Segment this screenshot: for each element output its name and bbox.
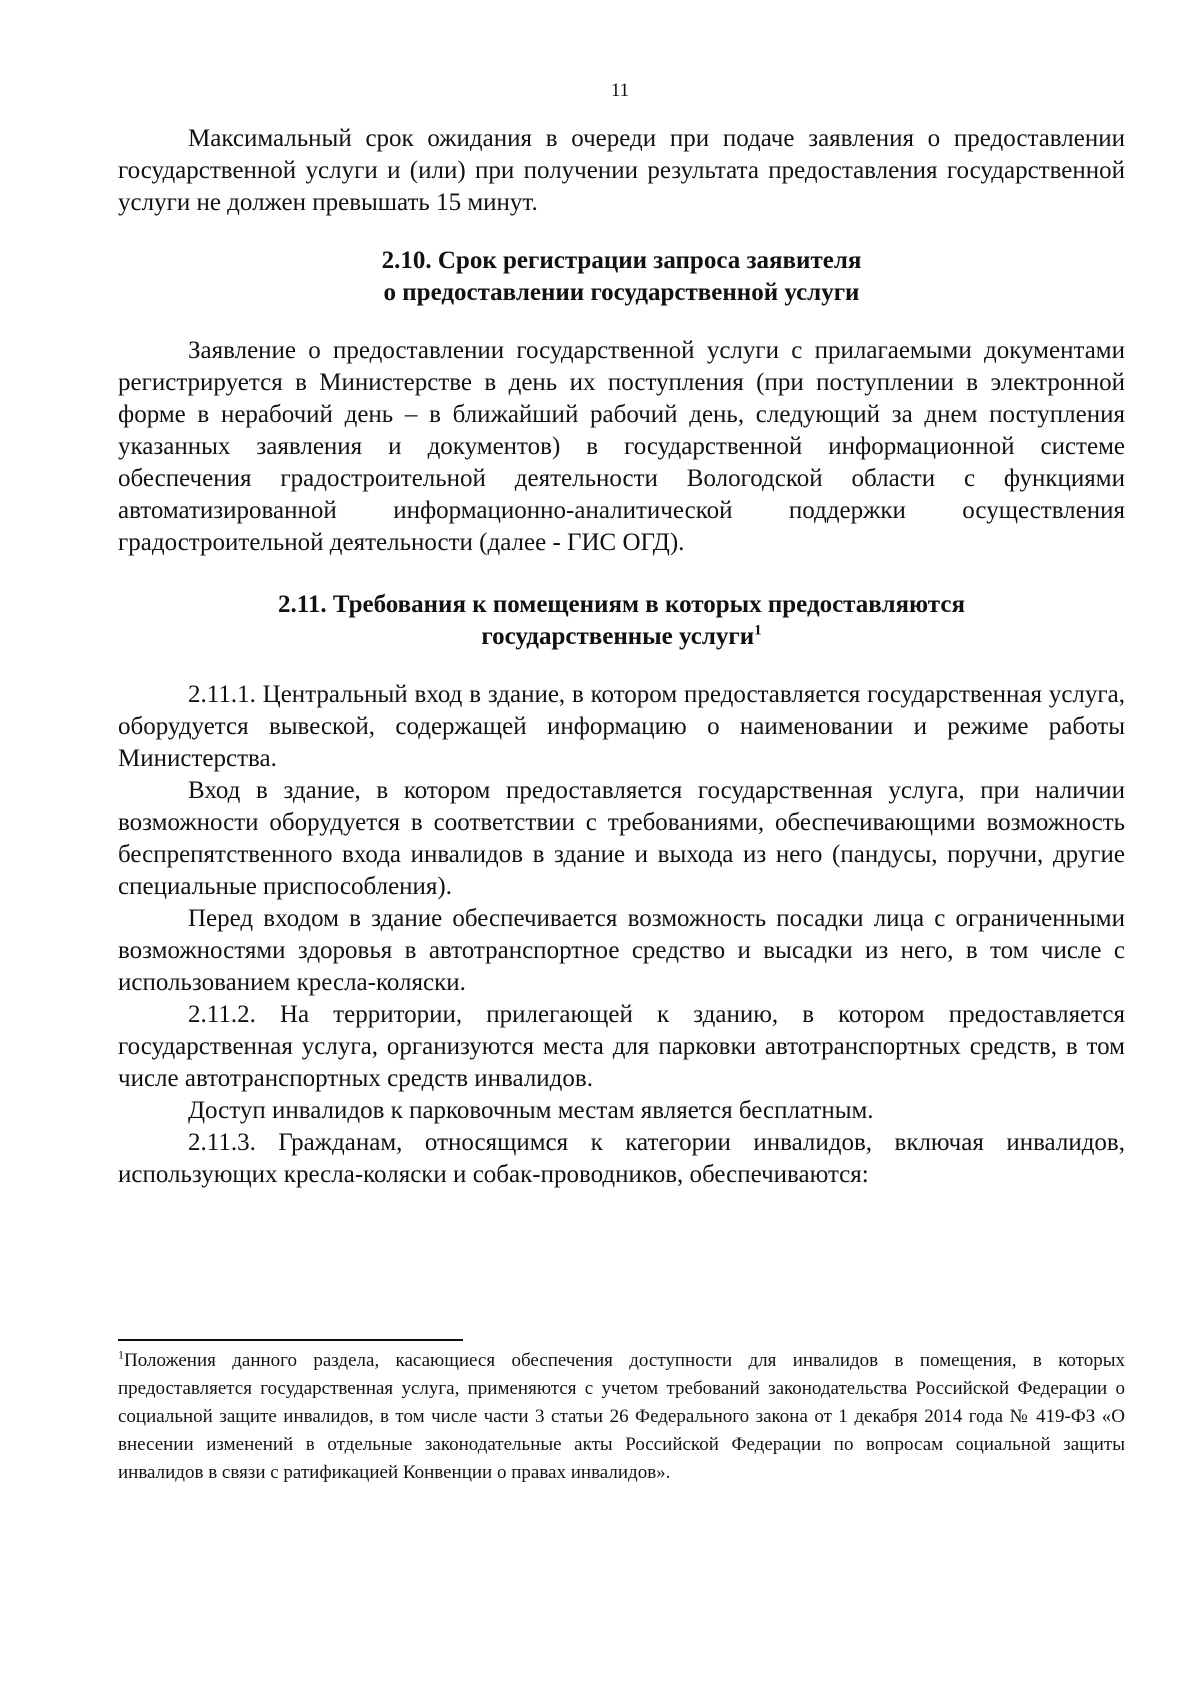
paragraph-boarding: Перед входом в здание обеспечивается возможность посадки лица с ограниченными возможностями здоровья в автотранспортное средство и высадки из него, в том числе с использованием кресла-коляски. — [118, 905, 1125, 996]
paragraph-2-11-2: 2.11.2. На территории, прилегающей к зданию, в котором предоставляется государственная услуга, организуются места для парковки автотранспортных средств, в том числе автотранспортных средств инвалидов. — [118, 1001, 1125, 1092]
page-body — [118, 123, 1125, 1191]
heading-text: государственные услуги — [481, 623, 755, 650]
paragraph-entrance-access: Вход в здание, в котором предоставляется государственная услуга, при наличии возможности оборудуется в соответствии с требованиями, обеспечивающими возможность беспрепятственного входа инвалидов в здание и выхода из него (пандусы, поручни, другие специальные приспособления). — [118, 777, 1125, 900]
paragraph-free-parking: Доступ инвалидов к парковочным местам является бесплатным. — [188, 1097, 874, 1124]
footnote-divider — [118, 1339, 463, 1341]
paragraph-queue-time: Максимальный срок ожидания в очереди при подаче заявления о предоставлении государственной услуги и (или) при получении результата предоставления государственной услуги не должен превышать 15 минут. — [118, 125, 1125, 216]
heading-line: 2.10. Срок регистрации запроса заявителя — [381, 247, 862, 274]
page-number: 11 — [610, 80, 630, 101]
paragraph-2-11-1: 2.11.1. Центральный вход в здание, в котором предоставляется государственная услуга, оборудуется вывеской, содержащей информацию о наименовании и режиме работы Министерства. — [118, 681, 1125, 772]
section-heading-2-11 — [118, 589, 1125, 653]
footnote-mark: 1 — [118, 1347, 124, 1362]
paragraph-registration: Заявление о предоставлении государственной услуги с прилагаемыми документами регистрируется в Министерстве в день их поступления (при поступлении в электронной форме в нерабочий день – в ближайший рабочий день, следующий за днем поступления указанных заявления и документов) в государственной информационной системе обеспечения градостроительной деятельности Вологодской области с функциями автоматизированной информационно-аналитической поддержки осуществления градостроительной деятельности (далее - ГИС ОГД). — [118, 337, 1125, 556]
footnote — [118, 1347, 1125, 1487]
heading-line: о предоставлении государственной услуги — [383, 279, 860, 306]
section-heading-2-10 — [118, 245, 1125, 309]
heading-line — [118, 621, 1125, 653]
footnote-reference: 1 — [754, 622, 762, 639]
footnote-text: Положения данного раздела, касающиеся обеспечения доступности для инвалидов в помещения, в которых предоставляется государственная услуга, применяются с учетом требований законодательства Российской Федерации о социальной защите инвалидов, в том числе части 3 статьи 26 Федерального закона от 1 декабря 2014 года № 419-ФЗ «О внесении изменений в отдельные законодательные акты Российской Федерации по вопросам социальной защиты инвалидов в связи с ратификацией Конвенции о правах инвалидов». — [118, 1350, 1125, 1483]
heading-line: 2.11. Требования к помещениям в которых предоставляются — [278, 591, 965, 618]
paragraph-2-11-3: 2.11.3. Гражданам, относящимся к категории инвалидов, включая инвалидов, использующих кресла-коляски и собак-проводников, обеспечиваются: — [118, 1129, 1125, 1188]
